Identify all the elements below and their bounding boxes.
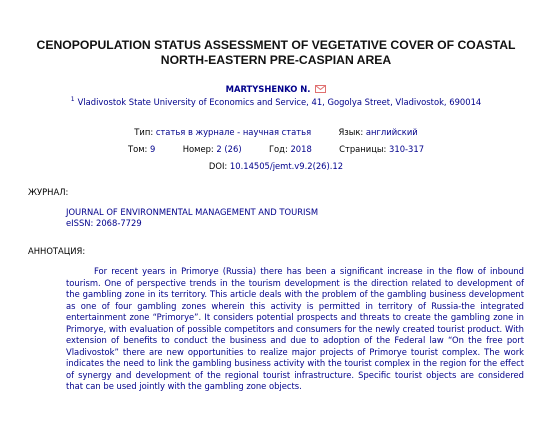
journal-block: [66, 207, 318, 228]
abstract-section-label: АННОТАЦИЯ:: [28, 246, 86, 256]
doi-label: DOI:: [208, 161, 228, 171]
year-label: Год:: [268, 144, 288, 154]
affiliation-marker: 1: [70, 96, 75, 103]
volume-label: Том:: [127, 144, 148, 154]
meta-row-doi: [0, 161, 552, 171]
author-name[interactable]: MARTYSHENKO N.: [225, 84, 311, 94]
volume-value: 9: [150, 144, 156, 154]
envelope-icon[interactable]: [315, 85, 326, 95]
year-value: 2018: [290, 144, 312, 154]
article-title-line-2: NORTH-EASTERN PRE-CASPIAN AREA: [160, 53, 392, 67]
type-value: статья в журнале - научная статья: [155, 127, 312, 137]
meta-row-issue: [0, 144, 552, 154]
type-label: Тип:: [134, 127, 154, 137]
language-label: Язык:: [338, 127, 364, 137]
meta-row-type: [0, 127, 552, 137]
issue-value[interactable]: 2 (26): [216, 144, 242, 154]
language-value: английский: [365, 127, 418, 137]
pages-label: Страницы:: [339, 144, 387, 154]
pages-value: 310-317: [389, 144, 425, 154]
issue-label: Номер:: [182, 144, 214, 154]
article-title-line-1: CENOPOPULATION STATUS ASSESSMENT OF VEGETATIVE COVER OF COASTAL: [36, 38, 516, 52]
journal-section-label: ЖУРНАЛ:: [28, 187, 69, 197]
affiliation-text: Vladivostok State University of Economics and Service, 41, Gogolya Street, Vladivostok, 690014: [77, 96, 482, 107]
affiliation-line: [0, 96, 552, 107]
article-title: [0, 38, 552, 68]
journal-eissn: eISSN: 2068-7729: [66, 217, 142, 228]
journal-name[interactable]: JOURNAL OF ENVIRONMENTAL MANAGEMENT AND TOURISM: [66, 207, 319, 217]
author-line: [0, 84, 552, 95]
doi-value[interactable]: 10.14505/jemt.v9.2(26).12: [229, 161, 344, 171]
abstract-text: For recent years in Primorye (Russia) there has been a significant increase in the flow of inbound tourism. One of perspective trends in the tourism development is the direction related to development of the gambling zone in its territory. This article deals with the problem of the gambling business development as one of four gambling zones wherein this activity is permitted in territory of Russia-the integrated entertainment zone “Primorye”. It considers potential prospects and threats to create the gambling zone in Primorye, with evaluation of possible competitors and consumers for the newly created tourist product. With extension of benefits to conduct the business and due to adoption of the Federal law “On the free port Vladivostok” there are new opportunities to realize major projects of Primorye tourist complex. The work indicates the need to link the gambling business activity with the tourist complex in the region for the effect of synergy and development of the regional tourist infrastructure. Specific tourist objects are considered that can be used jointly with the gambling zone objects.: [66, 266, 524, 391]
